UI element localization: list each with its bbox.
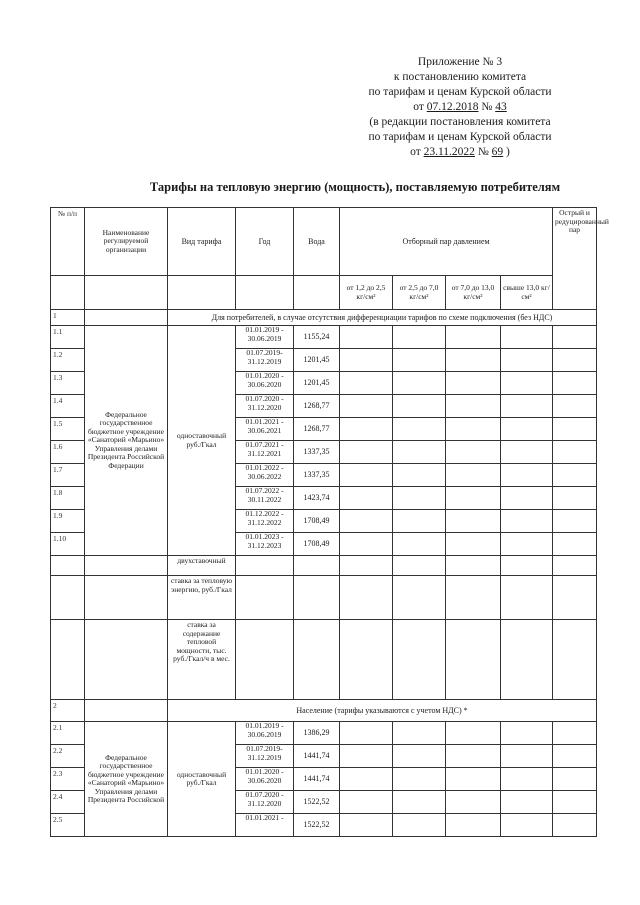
period: 01.01.2022 - 30.06.2022 [236, 464, 294, 487]
empty-cell [501, 533, 553, 556]
table-row [51, 620, 597, 700]
empty-cell [446, 533, 501, 556]
water-value: 1708,49 [294, 510, 340, 533]
header-empty-cell [168, 276, 236, 310]
header-num: № п/п [51, 208, 85, 276]
empty-cell [393, 620, 446, 700]
empty-cell [393, 418, 446, 441]
empty-cell [553, 745, 597, 768]
empty-cell [501, 722, 553, 745]
empty-cell [446, 487, 501, 510]
empty-cell [393, 349, 446, 372]
empty-cell [393, 441, 446, 464]
period: 01.07.2022 - 30.11.2022 [236, 487, 294, 510]
header-empty-cell [85, 276, 168, 310]
annex-line-5: (в редакции постановления комитета [369, 116, 551, 128]
water-value: 1268,77 [294, 395, 340, 418]
annex-edit-number: 69 [491, 146, 504, 158]
period: 01.07.2020 - 31.12.2020 [236, 395, 294, 418]
section-2-num: 2 [51, 700, 85, 722]
annex-line-7 [340, 145, 580, 160]
empty-cell [446, 395, 501, 418]
empty-cell [393, 576, 446, 620]
annex-from-label: от [413, 101, 424, 113]
period: 01.01.2021 - [236, 814, 294, 837]
empty-cell [236, 620, 294, 700]
period: 01.01.2019 - 30.06.2019 [236, 722, 294, 745]
empty-cell [553, 556, 597, 576]
empty-cell [501, 745, 553, 768]
empty-cell [446, 620, 501, 700]
annex-edit-date: 23.11.2022 [423, 146, 475, 158]
water-value: 1337,35 [294, 441, 340, 464]
water-value: 1155,24 [294, 326, 340, 349]
empty-cell [393, 326, 446, 349]
empty-cell [553, 510, 597, 533]
empty-cell [393, 768, 446, 791]
empty-cell [553, 768, 597, 791]
empty-cell [553, 418, 597, 441]
empty-cell [553, 814, 597, 837]
row-num: 1.8 [51, 487, 85, 510]
annex-edit-close: ) [506, 146, 510, 158]
water-value: 1201,45 [294, 349, 340, 372]
header-pressure-2: от 2,5 до 7,0 кг/см² [393, 276, 446, 310]
empty-cell [446, 464, 501, 487]
empty-cell [340, 533, 393, 556]
empty-cell [501, 349, 553, 372]
tariff-type: одноставочный руб./Гкал [168, 722, 236, 837]
row-num: 1.7 [51, 464, 85, 487]
empty-cell [501, 395, 553, 418]
row-num: 1.6 [51, 441, 85, 464]
row-num: 1.1 [51, 326, 85, 349]
period: 01.07.2019- 31.12.2019 [236, 349, 294, 372]
empty-cell [393, 533, 446, 556]
row-num: 1.9 [51, 510, 85, 533]
row-num: 2.4 [51, 791, 85, 814]
empty-cell [294, 576, 340, 620]
empty-cell [446, 556, 501, 576]
section-1-num: 1 [51, 310, 85, 326]
water-value: 1522,52 [294, 814, 340, 837]
water-value: 1708,49 [294, 533, 340, 556]
annex-block [340, 55, 580, 160]
empty-cell [501, 464, 553, 487]
empty-cell [393, 487, 446, 510]
empty-cell [446, 326, 501, 349]
empty-cell [294, 556, 340, 576]
annex-edit-from-label: от [410, 146, 421, 158]
period: 01.07.2021 - 31.12.2021 [236, 441, 294, 464]
empty-cell [340, 441, 393, 464]
header-sharp-steam: Острый и редуцированный пар [553, 208, 597, 310]
row-num: 2.5 [51, 814, 85, 837]
row-num: 1.10 [51, 533, 85, 556]
empty-cell [501, 418, 553, 441]
empty-cell [553, 441, 597, 464]
empty-cell [446, 418, 501, 441]
row-num: 1.3 [51, 372, 85, 395]
table-row [51, 326, 597, 349]
water-value: 1441,74 [294, 768, 340, 791]
empty-cell [446, 441, 501, 464]
empty-cell [51, 620, 85, 700]
water-value: 1337,35 [294, 464, 340, 487]
empty-cell [553, 326, 597, 349]
two-part-label: двухставочный [168, 556, 236, 576]
header-tariff-type: Вид тарифа [168, 208, 236, 276]
period: 01.07.2020 - 31.12.2020 [236, 791, 294, 814]
section-2-row [51, 700, 597, 722]
empty-cell [236, 576, 294, 620]
row-num: 2.3 [51, 768, 85, 791]
header-empty-cell [236, 276, 294, 310]
empty-cell [51, 576, 85, 620]
water-value: 1522,52 [294, 791, 340, 814]
annex-decree-number: 43 [495, 101, 507, 113]
empty-cell [553, 464, 597, 487]
empty-cell [553, 576, 597, 620]
empty-cell [340, 576, 393, 620]
empty-cell [446, 576, 501, 620]
empty-cell [446, 722, 501, 745]
header-pressure-3: от 7,0 до 13,0 кг/см² [446, 276, 501, 310]
empty-cell [501, 326, 553, 349]
tariffs-table [50, 207, 609, 837]
empty-cell [340, 464, 393, 487]
empty-cell [446, 745, 501, 768]
empty-cell [340, 395, 393, 418]
empty-cell [340, 372, 393, 395]
header-steam: Отборный пар давлением [340, 208, 553, 276]
section-2-label: Население (тарифы указываются с учетом НДС) * [168, 700, 597, 722]
empty-cell [340, 620, 393, 700]
empty-cell [501, 487, 553, 510]
header-year: Год [236, 208, 294, 276]
header-pressure-1: от 1,2 до 2,5 кг/см² [340, 276, 393, 310]
empty-cell [553, 791, 597, 814]
header-empty-cell [51, 276, 85, 310]
empty-cell [340, 349, 393, 372]
empty-cell [340, 487, 393, 510]
period: 01.12.2022 - 31.12.2022 [236, 510, 294, 533]
empty-cell [501, 768, 553, 791]
empty-cell [553, 372, 597, 395]
rate-energy-label: ставка за тепловую энергию, руб./Гкал [168, 576, 236, 620]
empty-cell [340, 745, 393, 768]
water-value: 1423,74 [294, 487, 340, 510]
annex-line-4 [340, 100, 580, 115]
empty-cell [393, 395, 446, 418]
annex-line-3: по тарифам и ценам Курской области [368, 86, 552, 98]
empty-cell [340, 326, 393, 349]
empty-cell [446, 372, 501, 395]
row-num: 1.4 [51, 395, 85, 418]
period: 01.01.2019 - 30.06.2019 [236, 326, 294, 349]
empty-cell [501, 576, 553, 620]
annex-line-6: по тарифам и ценам Курской области [368, 131, 552, 143]
empty-cell [393, 464, 446, 487]
empty-cell [340, 556, 393, 576]
period: 01.07.2019- 31.12.2019 [236, 745, 294, 768]
empty-cell [393, 510, 446, 533]
empty-cell [501, 510, 553, 533]
empty-cell [51, 556, 85, 576]
tariff-type: одноставочный руб./Гкал [168, 326, 236, 556]
section-2-empty-cell [85, 700, 168, 722]
header-empty-cell [294, 276, 340, 310]
org-name: Федеральное государственное бюджетное учреждение «Санаторий «Марьино» Управления делами Президента Российской Федерации [85, 326, 168, 556]
period: 01.01.2023 - 31.12.2023 [236, 533, 294, 556]
period: 01.01.2020 - 30.06.2020 [236, 372, 294, 395]
empty-cell [393, 814, 446, 837]
empty-cell [446, 791, 501, 814]
annex-line-1: Приложение № 3 [417, 56, 503, 68]
row-num: 1.2 [51, 349, 85, 372]
water-value: 1386,29 [294, 722, 340, 745]
row-num: 1.5 [51, 418, 85, 441]
empty-cell [393, 372, 446, 395]
period: 01.01.2021 - 30.06.2021 [236, 418, 294, 441]
empty-cell [501, 620, 553, 700]
water-value: 1441,74 [294, 745, 340, 768]
empty-cell [446, 349, 501, 372]
empty-cell [85, 576, 168, 620]
annex-number-label: № [481, 101, 493, 113]
empty-cell [340, 510, 393, 533]
header-water: Вода [294, 208, 340, 276]
empty-cell [340, 418, 393, 441]
empty-cell [553, 395, 597, 418]
empty-cell [501, 441, 553, 464]
water-value: 1268,77 [294, 418, 340, 441]
section-1-row [51, 310, 597, 326]
empty-cell [553, 487, 597, 510]
annex-edit-number-label: № [477, 146, 489, 158]
empty-cell [393, 722, 446, 745]
annex-decree-date: 07.12.2018 [426, 101, 479, 113]
empty-cell [85, 556, 168, 576]
annex-line-2: к постановлению комитета [393, 71, 527, 83]
empty-cell [553, 722, 597, 745]
table-row [51, 722, 597, 745]
empty-cell [340, 722, 393, 745]
period: 01.01.2020 - 30.06.2020 [236, 768, 294, 791]
empty-cell [501, 791, 553, 814]
section-1-empty-cell [85, 310, 168, 326]
empty-cell [446, 510, 501, 533]
document-title: Тарифы на тепловую энергию (мощность), поставляемую потребителям [149, 180, 561, 194]
empty-cell [501, 372, 553, 395]
empty-cell [340, 768, 393, 791]
empty-cell [553, 533, 597, 556]
empty-cell [501, 814, 553, 837]
empty-cell [340, 814, 393, 837]
org-name: Федеральное государственное бюджетное учреждение «Санаторий «Марьино» Управления делами Президента Российской [85, 722, 168, 837]
header-pressure-4: свыше 13,0 кг/см² [501, 276, 553, 310]
water-value: 1201,45 [294, 372, 340, 395]
empty-cell [393, 556, 446, 576]
empty-cell [553, 620, 597, 700]
empty-cell [501, 556, 553, 576]
empty-cell [393, 745, 446, 768]
rate-capacity-label: ставка за содержание тепловой мощности, тыс. руб./Гкал/ч в мес. [168, 620, 236, 700]
table-row [51, 576, 597, 620]
empty-cell [294, 620, 340, 700]
table-row [51, 556, 597, 576]
row-num: 2.1 [51, 722, 85, 745]
header-pressure-row [51, 276, 597, 310]
empty-cell [393, 791, 446, 814]
section-1-label: Для потребителей, в случае отсутствия дифференциации тарифов по схеме подключения (без НДС) [168, 310, 597, 326]
empty-cell [236, 556, 294, 576]
header-org: Наименование регулируемой организации [85, 208, 168, 276]
row-num: 2.2 [51, 745, 85, 768]
empty-cell [340, 791, 393, 814]
header-row [51, 208, 597, 276]
empty-cell [446, 768, 501, 791]
empty-cell [446, 814, 501, 837]
empty-cell [553, 349, 597, 372]
empty-cell [85, 620, 168, 700]
